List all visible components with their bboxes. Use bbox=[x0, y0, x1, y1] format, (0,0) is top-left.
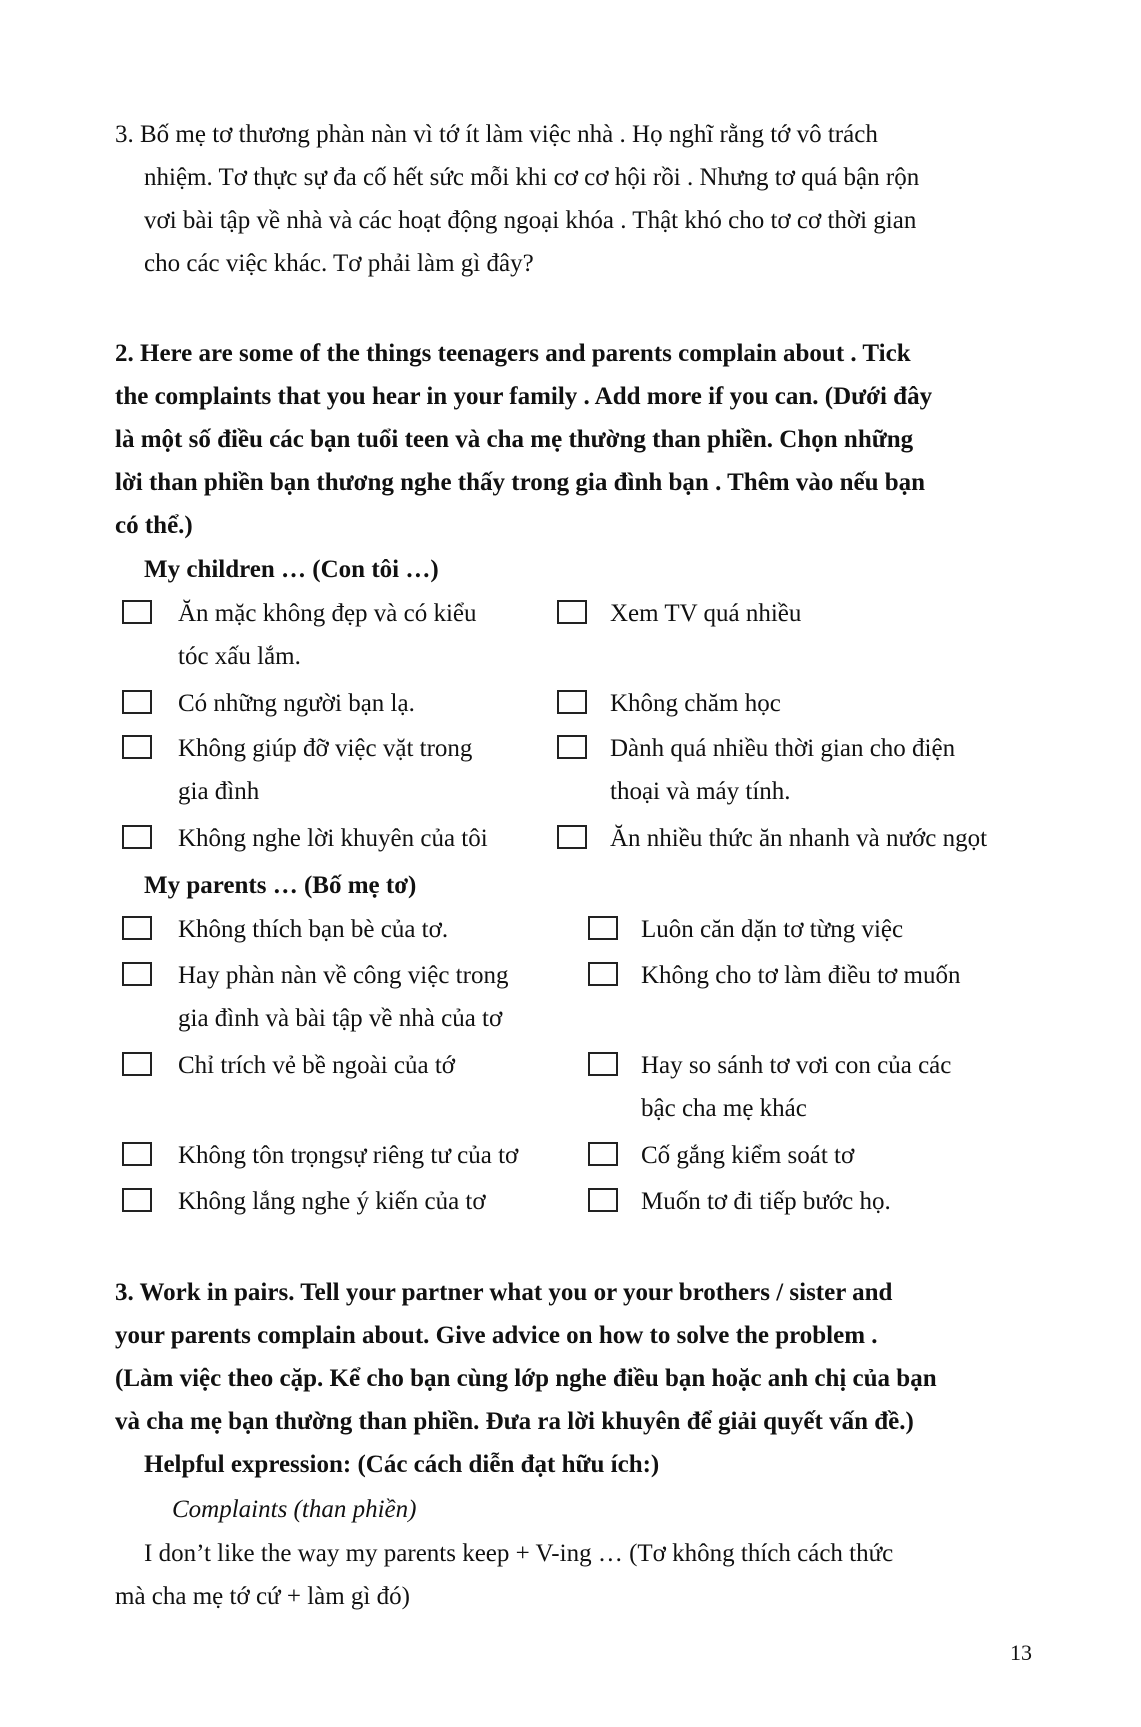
item-text: Không giúp đỡ việc vặt trong bbox=[178, 735, 473, 762]
item-text: Có những người bạn lạ. bbox=[178, 690, 415, 717]
checkbox[interactable] bbox=[557, 825, 587, 849]
text-line: your parents complain about. Give advice on how to solve the problem . bbox=[115, 1322, 878, 1349]
item-text: Không chăm học bbox=[610, 690, 781, 717]
item-text: gia đình bbox=[178, 778, 260, 805]
checkbox[interactable] bbox=[588, 1052, 618, 1076]
checkbox[interactable] bbox=[588, 1188, 618, 1212]
page-number: 13 bbox=[1010, 1640, 1032, 1665]
item-text: Ăn nhiều thức ăn nhanh và nước ngọt bbox=[610, 825, 988, 852]
text-line: 3. Work in pairs. Tell your partner what you or your brothers / sister and bbox=[115, 1279, 893, 1306]
checkbox[interactable] bbox=[122, 962, 152, 986]
text-line: 2. Here are some of the things teenagers and parents complain about . Tick bbox=[115, 340, 911, 367]
text-line: vơi bài tập về nhà và các hoạt động ngoại khóa . Thật khó cho tơ cơ thời gian bbox=[144, 207, 917, 234]
text-line: 3. Bố mẹ tơ thương phàn nàn vì tớ ít làm việc nhà . Họ nghĩ rằng tớ vô trách bbox=[115, 121, 878, 148]
checkbox[interactable] bbox=[122, 916, 152, 940]
example-line: mà cha mẹ tớ cứ + làm gì đó) bbox=[115, 1583, 410, 1610]
checkbox[interactable] bbox=[122, 825, 152, 849]
item-text: gia đình và bài tập về nhà của tơ bbox=[178, 1005, 503, 1032]
complaints-label: Complaints (than phiền) bbox=[172, 1496, 417, 1523]
checkbox[interactable] bbox=[588, 916, 618, 940]
checkbox[interactable] bbox=[122, 1142, 152, 1166]
checkbox[interactable] bbox=[588, 1142, 618, 1166]
item-text: tóc xấu lắm. bbox=[178, 643, 301, 670]
item-text: Không nghe lời khuyên của tôi bbox=[178, 825, 488, 852]
text-line: lời than phiền bạn thương nghe thấy trong gia đình bạn . Thêm vào nếu bạn bbox=[115, 469, 926, 496]
item-text: Dành quá nhiều thời gian cho điện bbox=[610, 735, 956, 762]
item-text: Không cho tơ làm điều tơ muốn bbox=[641, 962, 961, 989]
checkbox[interactable] bbox=[588, 962, 618, 986]
item-text: Cố gắng kiểm soát tơ bbox=[641, 1142, 855, 1169]
text-line: là một số điều các bạn tuổi teen và cha mẹ thường than phiền. Chọn những bbox=[115, 426, 914, 453]
checkbox[interactable] bbox=[557, 690, 587, 714]
item-text: Ăn mặc không đẹp và có kiểu bbox=[178, 600, 477, 627]
checkbox[interactable] bbox=[122, 1052, 152, 1076]
helpful-expression-heading: Helpful expression: (Các cách diễn đạt hữu ích:) bbox=[144, 1451, 660, 1478]
text-line: và cha mẹ bạn thường than phiền. Đưa ra lời khuyên để giải quyết vấn đề.) bbox=[115, 1408, 914, 1435]
item-text: Không thích bạn bè của tơ. bbox=[178, 916, 449, 943]
text-line: the complaints that you hear in your family . Add more if you can. (Dưới đây bbox=[115, 383, 933, 410]
item-text: Chỉ trích vẻ bề ngoài của tớ bbox=[178, 1052, 456, 1079]
checkbox[interactable] bbox=[122, 1188, 152, 1212]
item-text: Hay phàn nàn về công việc trong bbox=[178, 962, 509, 989]
item-text: Muốn tơ đi tiếp bước họ. bbox=[641, 1188, 891, 1215]
checkbox[interactable] bbox=[122, 735, 152, 759]
item-text: Luôn căn dặn tơ từng việc bbox=[641, 916, 904, 943]
item-text: bậc cha mẹ khác bbox=[641, 1095, 807, 1122]
checkbox[interactable] bbox=[557, 735, 587, 759]
item-text: Không tôn trọngsự riêng tư của tơ bbox=[178, 1142, 519, 1169]
checkbox[interactable] bbox=[557, 600, 587, 624]
parents-heading: My parents … (Bố mẹ tơ) bbox=[144, 872, 417, 899]
item-text: Xem TV quá nhiều bbox=[610, 600, 802, 627]
checkbox[interactable] bbox=[122, 600, 152, 624]
item-text: Không lắng nghe ý kiến của tơ bbox=[178, 1188, 486, 1215]
text-line: (Làm việc theo cặp. Kể cho bạn cùng lớp nghe điều bạn hoặc anh chị của bạn bbox=[115, 1365, 937, 1392]
text-line: cho các việc khác. Tơ phải làm gì đây? bbox=[144, 250, 534, 277]
checkbox[interactable] bbox=[122, 690, 152, 714]
item-text: Hay so sánh tơ vơi con của các bbox=[641, 1052, 952, 1079]
children-heading: My children … (Con tôi …) bbox=[144, 556, 439, 583]
text-line: nhiệm. Tơ thực sự đa cố hết sức mỗi khi cơ cơ hội rồi . Nhưng tơ quá bận rộn bbox=[144, 164, 920, 191]
item-text: thoại và máy tính. bbox=[610, 778, 791, 805]
example-line: I don’t like the way my parents keep + V-ing … (Tơ không thích cách thức bbox=[144, 1540, 894, 1567]
text-line: có thể.) bbox=[115, 512, 193, 539]
